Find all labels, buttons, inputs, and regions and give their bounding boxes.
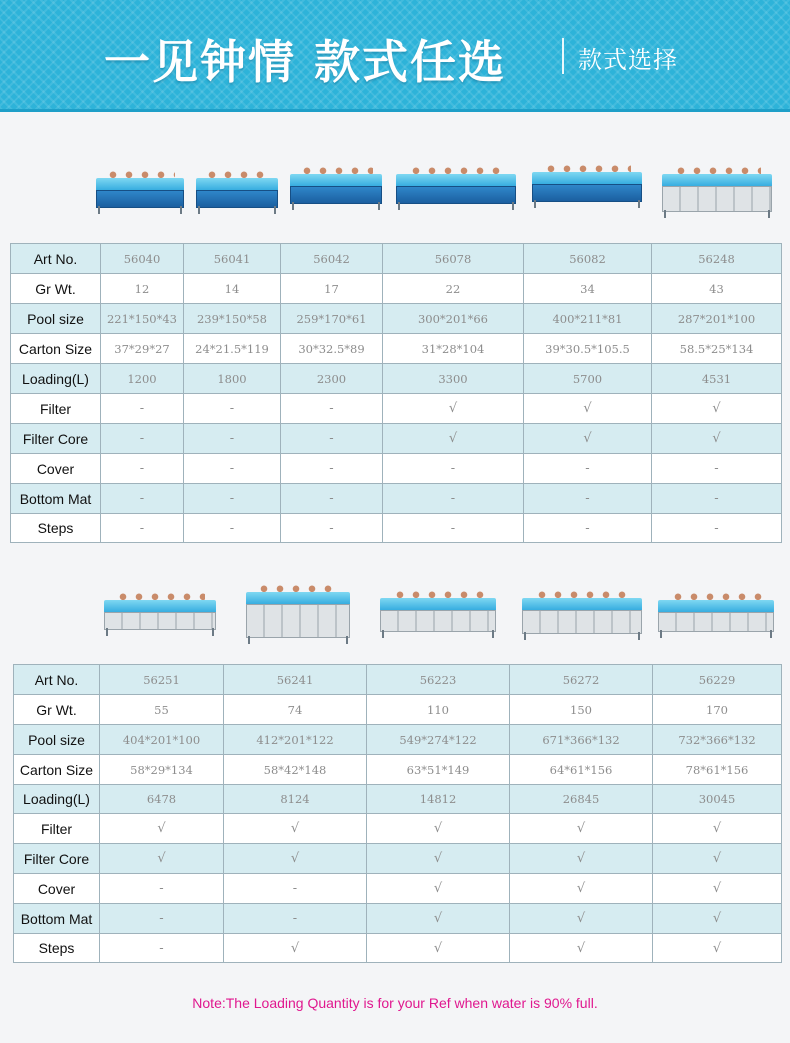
title-banner <box>0 0 790 112</box>
row-loading <box>14 785 782 814</box>
cell-bottom-mat: - <box>383 484 524 514</box>
cell-carton-size: 78*61*156 <box>653 755 782 785</box>
cell-steps: √ <box>510 934 653 963</box>
cell-bottom-mat: - <box>652 484 782 514</box>
cell-filter: √ <box>224 814 367 844</box>
pool-image-56042 <box>290 166 382 210</box>
row-label: Carton Size <box>11 334 101 364</box>
cell-bottom-mat: √ <box>653 904 782 934</box>
cell-cover: - <box>224 874 367 904</box>
cell-loading: 1200 <box>101 364 184 394</box>
cell-cover: - <box>281 454 383 484</box>
cell-filter: √ <box>653 814 782 844</box>
cell-loading: 1800 <box>184 364 281 394</box>
cell-loading: 4531 <box>652 364 782 394</box>
row-cover <box>11 454 782 484</box>
cell-pool-size: 671*366*132 <box>510 725 653 755</box>
pool-image-56241 <box>246 584 350 644</box>
cell-filter-core: √ <box>100 844 224 874</box>
cell-gr-wt: 12 <box>101 274 184 304</box>
row-steps <box>14 934 782 963</box>
cell-loading: 6478 <box>100 785 224 814</box>
row-label: Carton Size <box>14 755 100 785</box>
cell-steps: - <box>281 514 383 543</box>
cell-carton-size: 30*32.5*89 <box>281 334 383 364</box>
banner-title: 一见钟情 款式任选 <box>104 35 507 89</box>
cell-pool-size: 300*201*66 <box>383 304 524 334</box>
cell-carton-size: 58*42*148 <box>224 755 367 785</box>
row-label: Pool size <box>14 725 100 755</box>
cell-carton-size: 58.5*25*134 <box>652 334 782 364</box>
cell-filter-core: - <box>281 424 383 454</box>
cell-pool-size: 732*366*132 <box>653 725 782 755</box>
row-label: Loading(L) <box>11 364 101 394</box>
cell-filter-core: √ <box>383 424 524 454</box>
cell-filter-core: - <box>184 424 281 454</box>
cell-filter: √ <box>524 394 652 424</box>
cell-bottom-mat: √ <box>367 904 510 934</box>
pool-image-56272 <box>522 590 642 640</box>
pool-image-56223 <box>380 590 496 638</box>
cell-art-no: 56041 <box>184 244 281 274</box>
spec-table-2 <box>13 664 782 963</box>
spec-table-1 <box>10 243 782 543</box>
cell-loading: 30045 <box>653 785 782 814</box>
cell-cover: - <box>652 454 782 484</box>
cell-loading: 26845 <box>510 785 653 814</box>
cell-cover: √ <box>367 874 510 904</box>
row-filter <box>14 814 782 844</box>
cell-filter-core: √ <box>652 424 782 454</box>
cell-pool-size: 239*150*58 <box>184 304 281 334</box>
row-label: Steps <box>11 514 101 543</box>
cell-filter: - <box>101 394 184 424</box>
row-label: Filter <box>11 394 101 424</box>
cell-cover: - <box>524 454 652 484</box>
row-label: Cover <box>14 874 100 904</box>
cell-art-no: 56229 <box>653 665 782 695</box>
row-label: Bottom Mat <box>14 904 100 934</box>
cell-filter-core: - <box>101 424 184 454</box>
cell-filter: √ <box>652 394 782 424</box>
cell-bottom-mat: - <box>101 484 184 514</box>
cell-loading: 14812 <box>367 785 510 814</box>
row-art-no <box>11 244 782 274</box>
cell-gr-wt: 74 <box>224 695 367 725</box>
cell-filter: √ <box>383 394 524 424</box>
cell-loading: 3300 <box>383 364 524 394</box>
cell-loading: 8124 <box>224 785 367 814</box>
cell-gr-wt: 170 <box>653 695 782 725</box>
cell-bottom-mat: - <box>184 484 281 514</box>
row-filter-core <box>11 424 782 454</box>
cell-art-no: 56223 <box>367 665 510 695</box>
row-label: Art No. <box>11 244 101 274</box>
cell-art-no: 56241 <box>224 665 367 695</box>
row-label: Loading(L) <box>14 785 100 814</box>
row-loading <box>11 364 782 394</box>
row-carton-size <box>14 755 782 785</box>
cell-bottom-mat: √ <box>510 904 653 934</box>
row-label: Art No. <box>14 665 100 695</box>
cell-steps: - <box>383 514 524 543</box>
row-label: Filter Core <box>14 844 100 874</box>
cell-filter: - <box>184 394 281 424</box>
row-gr-wt <box>11 274 782 304</box>
cell-bottom-mat: - <box>100 904 224 934</box>
cell-art-no: 56272 <box>510 665 653 695</box>
cell-gr-wt: 110 <box>367 695 510 725</box>
cell-loading: 5700 <box>524 364 652 394</box>
cell-filter: √ <box>367 814 510 844</box>
cell-gr-wt: 34 <box>524 274 652 304</box>
cell-cover: √ <box>653 874 782 904</box>
cell-carton-size: 58*29*134 <box>100 755 224 785</box>
cell-steps: - <box>184 514 281 543</box>
cell-pool-size: 404*201*100 <box>100 725 224 755</box>
cell-bottom-mat: - <box>524 484 652 514</box>
cell-pool-size: 259*170*61 <box>281 304 383 334</box>
cell-gr-wt: 43 <box>652 274 782 304</box>
row-pool-size <box>11 304 782 334</box>
pool-image-56248 <box>662 166 772 218</box>
cell-art-no: 56251 <box>100 665 224 695</box>
pool-image-56251 <box>104 592 216 636</box>
cell-steps: - <box>524 514 652 543</box>
cell-pool-size: 400*211*81 <box>524 304 652 334</box>
pool-image-56078 <box>396 166 516 210</box>
cell-cover: - <box>383 454 524 484</box>
row-cover <box>14 874 782 904</box>
cell-loading: 2300 <box>281 364 383 394</box>
row-carton-size <box>11 334 782 364</box>
banner-divider <box>562 38 564 74</box>
cell-bottom-mat: - <box>224 904 367 934</box>
cell-gr-wt: 14 <box>184 274 281 304</box>
spec-table-2-body <box>14 665 782 963</box>
cell-art-no: 56082 <box>524 244 652 274</box>
cell-steps: - <box>101 514 184 543</box>
cell-gr-wt: 17 <box>281 274 383 304</box>
cell-gr-wt: 150 <box>510 695 653 725</box>
row-label: Gr Wt. <box>11 274 101 304</box>
row-steps <box>11 514 782 543</box>
spec-table-1-body <box>11 244 782 543</box>
cell-filter-core: √ <box>224 844 367 874</box>
cell-carton-size: 37*29*27 <box>101 334 184 364</box>
cell-carton-size: 63*51*149 <box>367 755 510 785</box>
row-pool-size <box>14 725 782 755</box>
cell-filter: √ <box>510 814 653 844</box>
cell-filter-core: √ <box>367 844 510 874</box>
cell-steps: - <box>652 514 782 543</box>
cell-pool-size: 221*150*43 <box>101 304 184 334</box>
cell-filter-core: √ <box>510 844 653 874</box>
cell-pool-size: 549*274*122 <box>367 725 510 755</box>
cell-steps: - <box>100 934 224 963</box>
row-art-no <box>14 665 782 695</box>
pool-image-56082 <box>532 164 642 208</box>
cell-bottom-mat: - <box>281 484 383 514</box>
pool-image-56041 <box>196 170 278 214</box>
cell-steps: √ <box>653 934 782 963</box>
banner-subtitle: 款式选择 <box>578 46 678 74</box>
row-label: Gr Wt. <box>14 695 100 725</box>
cell-art-no: 56042 <box>281 244 383 274</box>
row-gr-wt <box>14 695 782 725</box>
loading-note: Note:The Loading Quantity is for your Ref when water is 90% full. <box>192 995 598 1011</box>
row-label: Cover <box>11 454 101 484</box>
cell-cover: - <box>101 454 184 484</box>
cell-cover: - <box>100 874 224 904</box>
row-filter <box>11 394 782 424</box>
cell-cover: √ <box>510 874 653 904</box>
cell-carton-size: 31*28*104 <box>383 334 524 364</box>
cell-carton-size: 64*61*156 <box>510 755 653 785</box>
cell-carton-size: 39*30.5*105.5 <box>524 334 652 364</box>
cell-pool-size: 412*201*122 <box>224 725 367 755</box>
pool-image-56040 <box>96 170 184 214</box>
cell-cover: - <box>184 454 281 484</box>
cell-art-no: 56078 <box>383 244 524 274</box>
cell-pool-size: 287*201*100 <box>652 304 782 334</box>
cell-steps: √ <box>367 934 510 963</box>
row-bottom-mat <box>14 904 782 934</box>
row-bottom-mat <box>11 484 782 514</box>
cell-art-no: 56248 <box>652 244 782 274</box>
row-label: Filter <box>14 814 100 844</box>
cell-gr-wt: 22 <box>383 274 524 304</box>
cell-filter-core: √ <box>524 424 652 454</box>
cell-art-no: 56040 <box>101 244 184 274</box>
row-label: Pool size <box>11 304 101 334</box>
cell-steps: √ <box>224 934 367 963</box>
pool-image-56229 <box>658 592 774 638</box>
cell-filter-core: √ <box>653 844 782 874</box>
cell-gr-wt: 55 <box>100 695 224 725</box>
row-filter-core <box>14 844 782 874</box>
row-label: Steps <box>14 934 100 963</box>
row-label: Filter Core <box>11 424 101 454</box>
cell-carton-size: 24*21.5*119 <box>184 334 281 364</box>
cell-filter: √ <box>100 814 224 844</box>
cell-filter: - <box>281 394 383 424</box>
row-label: Bottom Mat <box>11 484 101 514</box>
